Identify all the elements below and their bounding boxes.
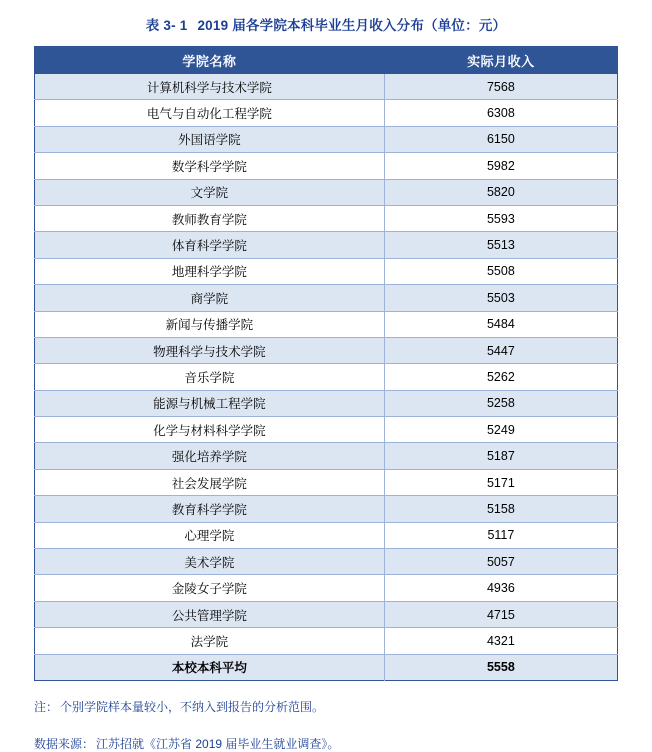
column-header-income: 实际月收入 [384,47,617,75]
table-row [35,364,618,390]
cell-college: 美术学院 [35,549,385,575]
table-row [35,258,618,284]
caption-number: 表 3- 1 [145,18,188,33]
cell-college: 地理科学学院 [35,258,385,284]
table-header-row [35,47,618,75]
note-text: 个别学院样本量较小，不纳入到报告的分析范围。 [60,699,325,714]
cell-income: 5262 [384,364,617,390]
cell-college: 社会发展学院 [35,469,385,495]
cell-income: 5484 [384,311,617,337]
table-row [35,126,618,152]
table-row [35,469,618,495]
table-container [34,46,618,681]
cell-college: 外国语学院 [35,126,385,152]
cell-income: 7568 [384,74,617,100]
cell-income: 5171 [384,469,617,495]
table-row [35,179,618,205]
cell-income: 5187 [384,443,617,469]
cell-college: 教育科学学院 [35,496,385,522]
cell-college: 文学院 [35,179,385,205]
cell-college: 电气与自动化工程学院 [35,100,385,126]
cell-college: 强化培养学院 [35,443,385,469]
cell-college: 商学院 [35,285,385,311]
note-label: 注： [34,699,59,714]
cell-income: 5593 [384,205,617,231]
table-head [35,47,618,75]
table-row [35,575,618,601]
income-table [34,46,618,681]
cell-income: 4321 [384,628,617,654]
cell-income: 5249 [384,417,617,443]
cell-income: 5508 [384,258,617,284]
source-row [34,715,618,752]
column-header-college: 学院名称 [35,47,385,75]
cell-income: 6150 [384,126,617,152]
cell-income: 4715 [384,601,617,627]
table-row [35,549,618,575]
cell-college: 公共管理学院 [35,601,385,627]
cell-college: 心理学院 [35,522,385,548]
table-row [35,443,618,469]
source-text: 江苏招就《江苏省 2019 届毕业生就业调查》。 [96,736,340,751]
cell-income: 5057 [384,549,617,575]
cell-college: 新闻与传播学院 [35,311,385,337]
table-body [35,74,618,680]
note-row [34,693,618,715]
cell-college: 化学与材料科学学院 [35,417,385,443]
cell-income: 5447 [384,337,617,363]
table-caption [0,0,652,46]
cell-college: 金陵女子学院 [35,575,385,601]
table-row [35,232,618,258]
table-row [35,628,618,654]
cell-income: 5158 [384,496,617,522]
cell-college: 数学科学学院 [35,153,385,179]
table-row [35,390,618,416]
cell-college: 计算机科学与技术学院 [35,74,385,100]
table-total-row [35,654,618,680]
table-row [35,285,618,311]
cell-college: 体育科学学院 [35,232,385,258]
cell-total-label: 本校本科平均 [35,654,385,680]
cell-income: 5258 [384,390,617,416]
table-row [35,601,618,627]
source-label: 数据来源： [34,736,95,751]
cell-total-income: 5558 [384,654,617,680]
cell-income: 4936 [384,575,617,601]
cell-college: 物理科学与技术学院 [35,337,385,363]
table-row [35,205,618,231]
cell-income: 5117 [384,522,617,548]
cell-income: 6308 [384,100,617,126]
cell-college: 教师教育学院 [35,205,385,231]
table-row [35,153,618,179]
cell-college: 能源与机械工程学院 [35,390,385,416]
table-row [35,100,618,126]
cell-income: 5982 [384,153,617,179]
table-notes [34,681,618,752]
table-row [35,337,618,363]
cell-income: 5503 [384,285,617,311]
cell-college: 法学院 [35,628,385,654]
cell-income: 5513 [384,232,617,258]
table-row [35,74,618,100]
table-row [35,311,618,337]
cell-income: 5820 [384,179,617,205]
table-row [35,522,618,548]
table-row [35,496,618,522]
table-row [35,417,618,443]
cell-college: 音乐学院 [35,364,385,390]
caption-text: 2019 届各学院本科毕业生月收入分布（单位：元） [197,18,507,33]
